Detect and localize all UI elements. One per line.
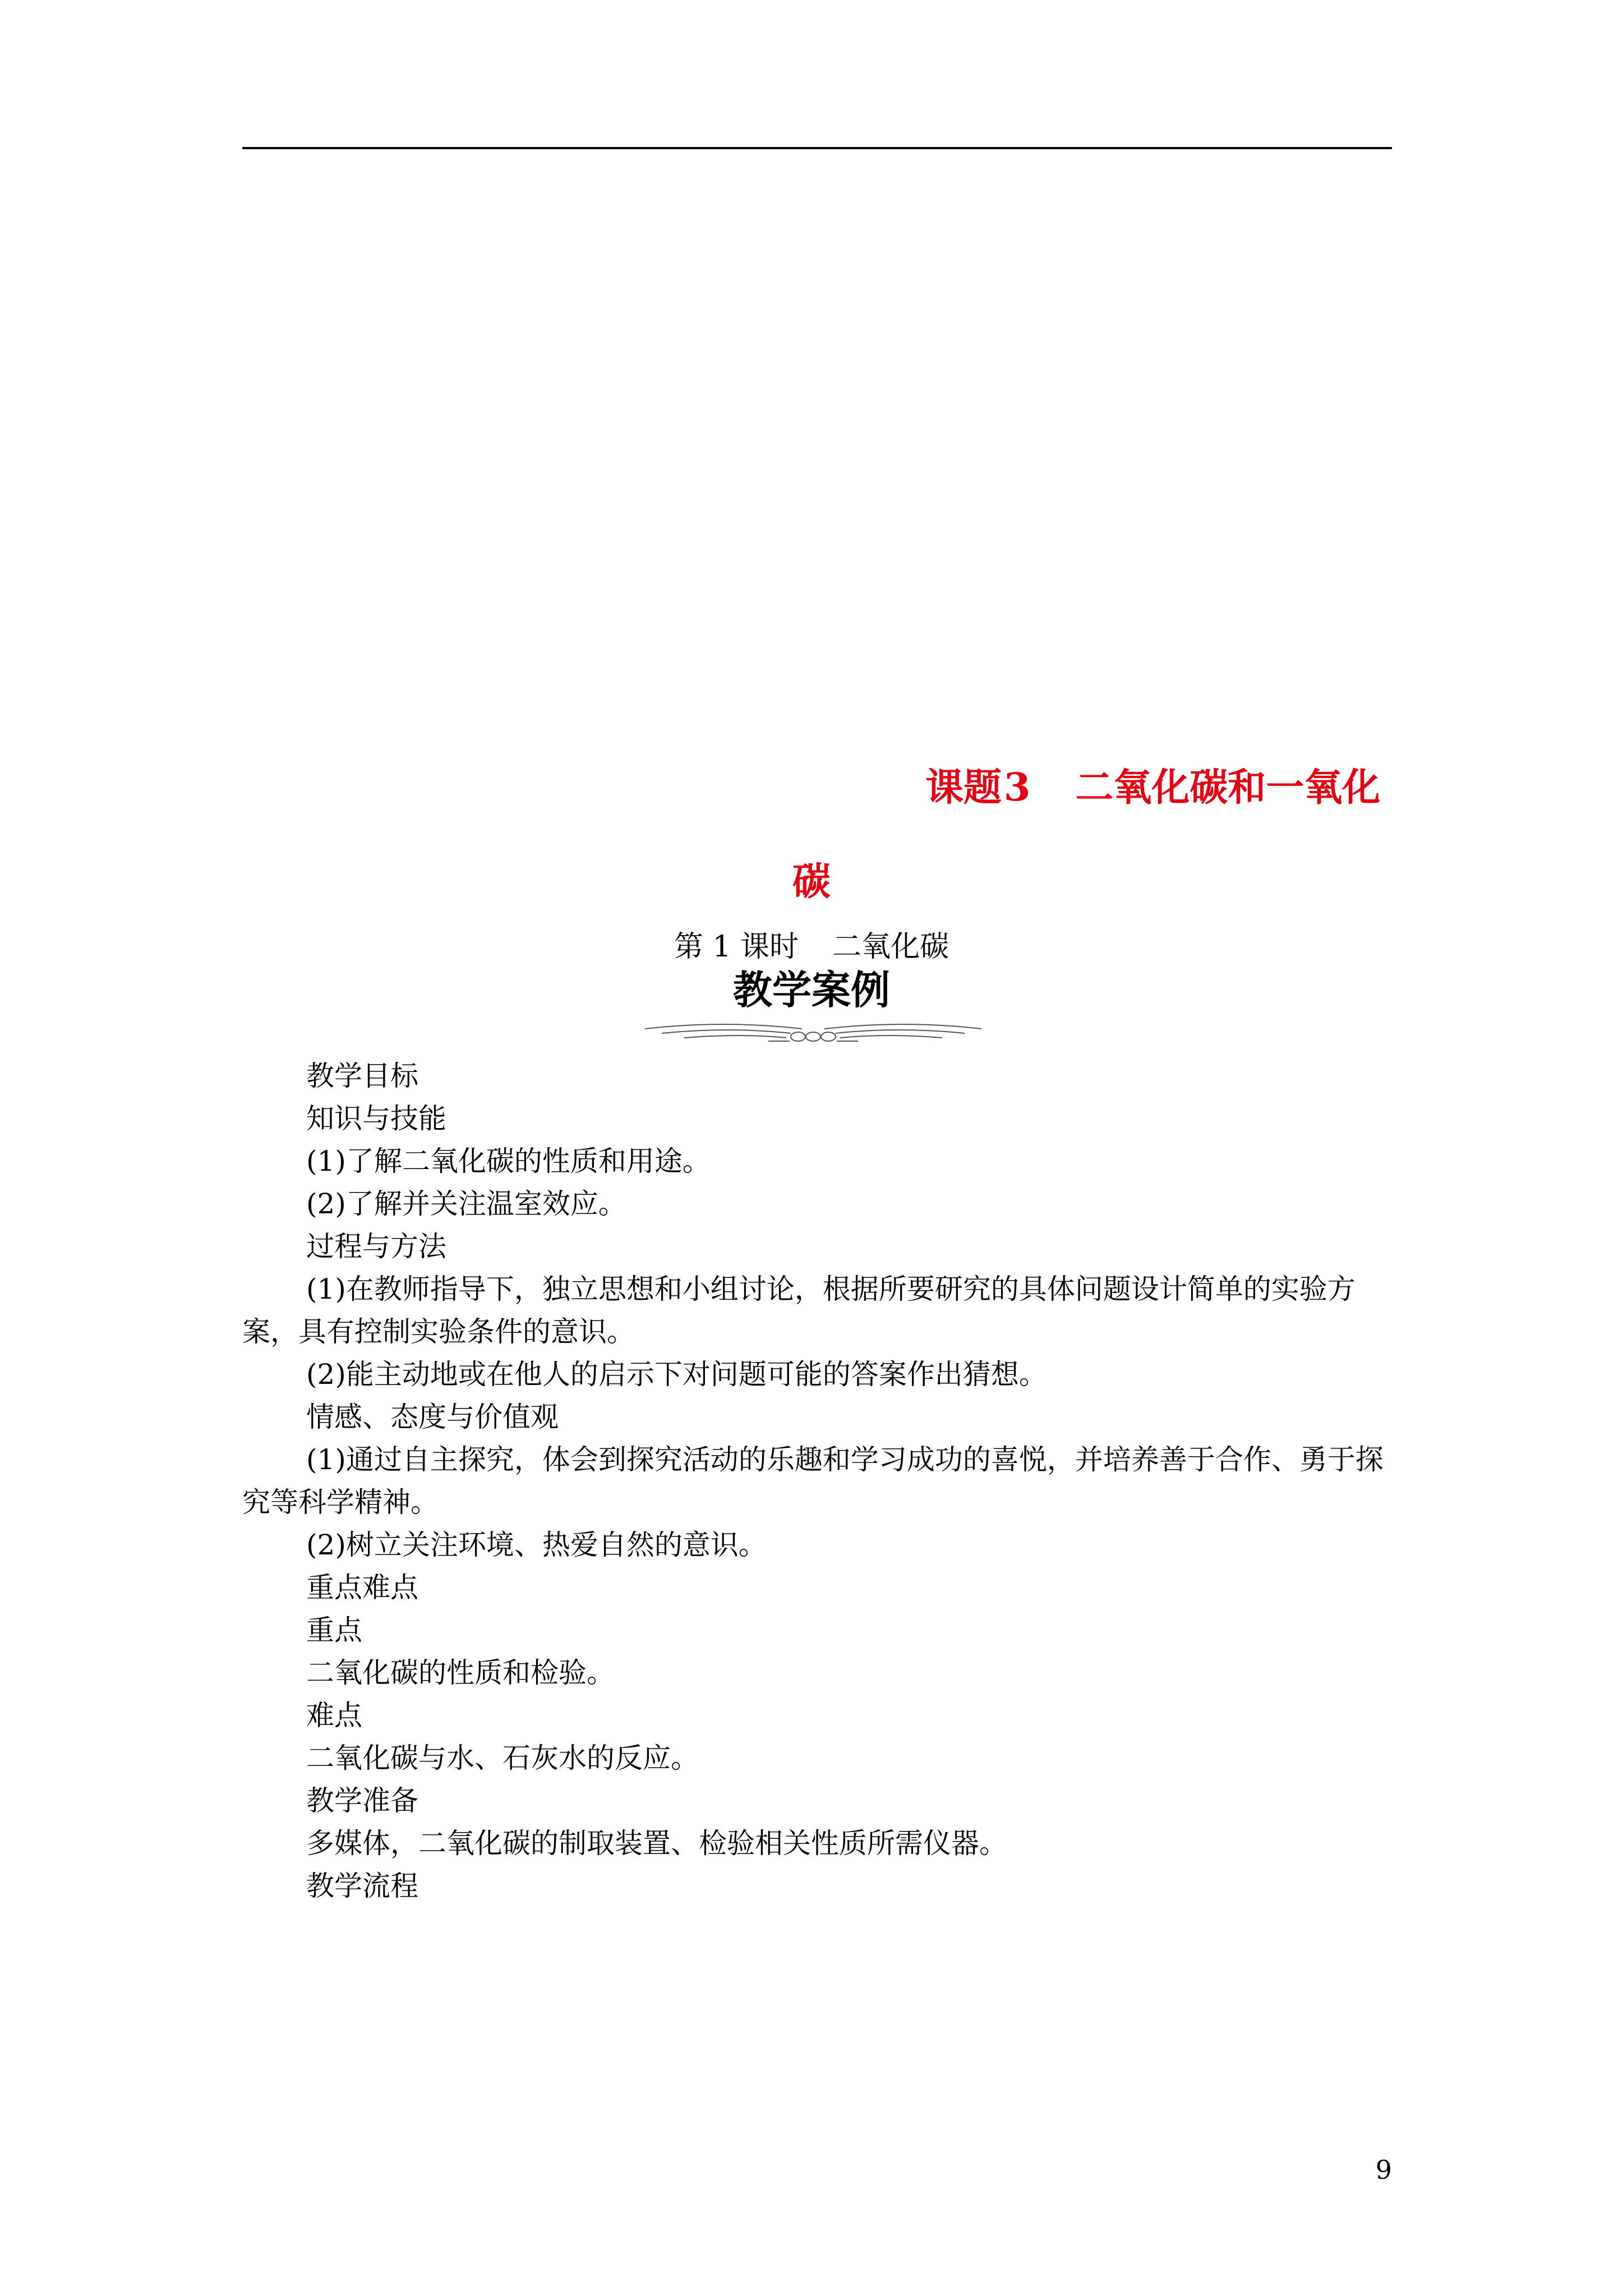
section-heading: 教学流程 <box>306 1870 418 1902</box>
paragraph: 多媒体，二氧化碳的制取装置、检验相关性质所需仪器。 <box>306 1827 1007 1860</box>
page-number: 9 <box>1375 2155 1392 2185</box>
lesson-title-line1 <box>925 765 1381 810</box>
list-item: (2)能主动地或在他人的启示下对问题可能的答案作出猜想。 <box>306 1358 1047 1391</box>
lesson-title: 二氧化碳 <box>832 930 949 964</box>
lesson-subtitle <box>0 930 1623 964</box>
topic-number: 3 <box>1004 765 1031 810</box>
lesson-number: 1 <box>712 930 731 964</box>
subsection-heading: 情感、态度与价值观 <box>306 1401 559 1433</box>
lesson-label: 第 <box>674 930 703 964</box>
case-title: 教学案例 <box>733 967 890 1013</box>
paragraph: 二氧化碳的性质和检验。 <box>306 1657 615 1689</box>
lesson-unit: 课时 <box>740 930 799 964</box>
lesson-content <box>242 1055 1392 1907</box>
list-item: (2)了解并关注温室效应。 <box>306 1188 626 1220</box>
section-heading: 教学目标 <box>306 1060 418 1092</box>
topic-label: 课题 <box>925 765 1002 810</box>
subsection-heading: 重点 <box>306 1614 362 1646</box>
subsection-heading: 知识与技能 <box>306 1102 446 1135</box>
section-heading: 教学准备 <box>306 1784 418 1817</box>
title-part2: 碳 <box>792 859 831 904</box>
section-heading: 重点难点 <box>306 1571 418 1604</box>
lesson-title-line2 <box>0 859 1623 904</box>
subsection-heading: 过程与方法 <box>306 1230 446 1263</box>
subsection-heading: 难点 <box>306 1699 362 1732</box>
paragraph: 二氧化碳与水、石灰水的反应。 <box>306 1742 699 1774</box>
list-item: (1)在教师指导下，独立思想和小组讨论，根据所要研究的具体问题设计简单的实验方案，具有控制实验条件的意识。 <box>242 1273 1355 1348</box>
list-item: (2)树立关注环境、热爱自然的意识。 <box>306 1529 767 1561</box>
title-part1: 二氧化碳和一氧化 <box>1075 765 1381 810</box>
header-rule <box>242 147 1392 149</box>
list-item: (1)通过自主探究，体会到探究活动的乐趣和学习成功的喜悦，并培养善于合作、勇于探究等科学精神。 <box>242 1443 1384 1519</box>
list-item: (1)了解二氧化碳的性质和用途。 <box>306 1145 711 1177</box>
decorative-divider-icon <box>639 1016 987 1050</box>
